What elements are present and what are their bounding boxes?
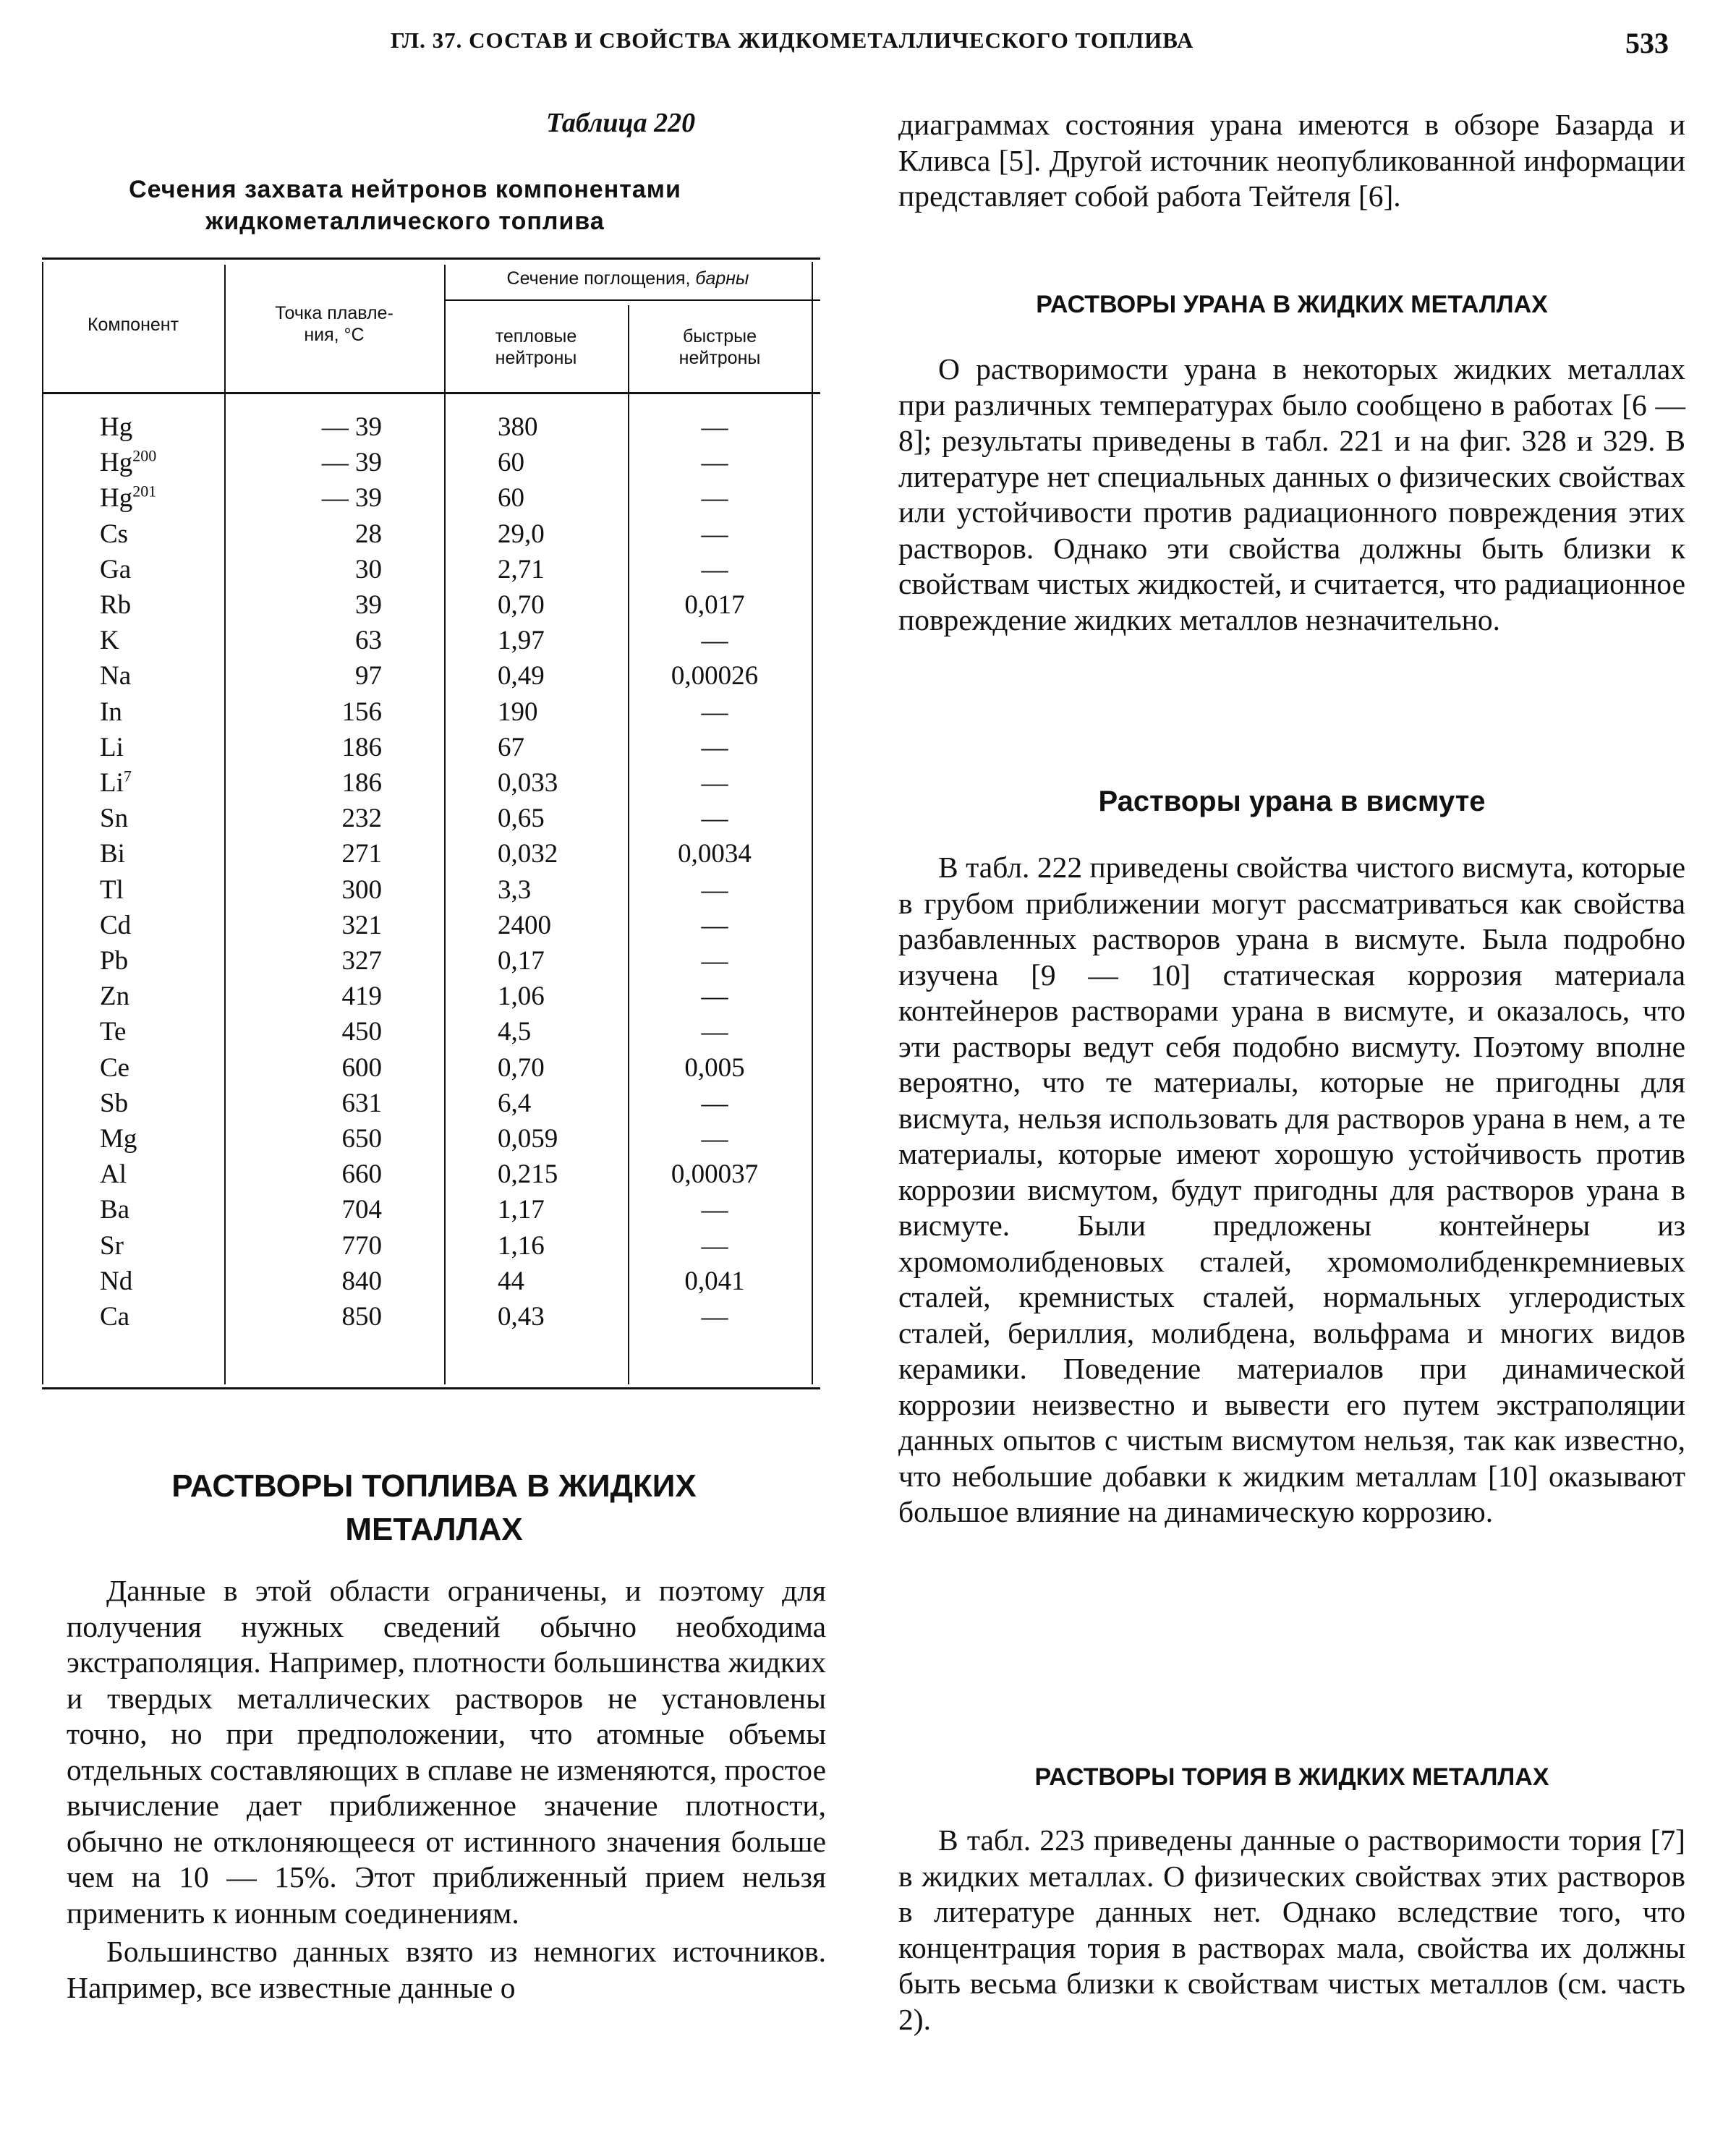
component-cell: Zn [100,982,130,1012]
component-cell: Hg$^{201}$ [100,482,157,514]
fast-cross-section-cell: 0,0034 [678,839,752,869]
thermal-cross-section-cell: 2400 [498,910,551,940]
section-heading-thorium-liquid-metals: РАСТВОРЫ ТОРИЯ В ЖИДКИХ МЕТАЛЛАХ [1034,1763,1549,1791]
melting-point-cell: 704 [341,1195,382,1225]
melting-point-cell: 156 [341,697,382,727]
component-cell: Al [100,1159,127,1190]
melting-point-cell: 840 [341,1266,382,1296]
table-title-line1: Сечения захвата нейтронов компонентами [129,176,681,203]
fast-cross-section-cell: 0,005 [684,1052,745,1083]
component-cell: Ga [100,554,132,584]
col-header-melting-line1: Точка плавле- [275,303,393,323]
component-cell: Li [100,732,124,762]
table-title-line2: жидкометаллического топлива [205,208,605,235]
thermal-cross-section-cell: 190 [498,697,538,727]
component-cell: Sr [100,1230,124,1261]
fast-cross-section-cell: — [701,1017,728,1047]
running-head: ГЛ. 37. СОСТАВ И СВОЙСТВА ЖИДКОМЕТАЛЛИЧЕСКОГО ТОПЛИВА [391,27,1194,53]
table-row [42,979,820,1014]
table-row [42,658,820,694]
component-cell: Ca [100,1302,130,1332]
col-header-fast-line1: быстрые [682,326,757,346]
thermal-cross-section-cell: 29,0 [498,519,545,549]
isotope-superscript: 200 [132,446,157,465]
melting-point-cell: 186 [341,768,382,798]
fast-cross-section-cell: 0,00026 [671,661,759,691]
table-row [42,480,820,516]
thermal-cross-section-cell: 1,16 [498,1230,545,1261]
melting-point-cell: 631 [341,1088,382,1118]
table-row [42,1086,820,1121]
isotope-superscript: 201 [132,482,157,501]
table-row [42,1192,820,1227]
table-row [42,445,820,480]
fast-cross-section-cell: — [701,1302,728,1332]
fast-cross-section-cell: — [701,874,728,905]
thermal-cross-section-cell: 44 [498,1266,524,1296]
uranium-body-text [898,352,1685,638]
fast-cross-section-cell: — [701,554,728,584]
thermal-cross-section-cell: 60 [498,483,524,514]
table-header-rule [42,392,820,394]
left-body-text [67,1573,826,2006]
fast-cross-section-cell: — [701,1088,728,1118]
melting-point-cell: 419 [341,982,382,1012]
melting-point-cell: 327 [341,946,382,976]
table-row [42,943,820,979]
melting-point-cell: 232 [341,804,382,834]
fast-cross-section-cell: — [701,1195,728,1225]
thermal-cross-section-cell: 0,70 [498,590,545,620]
paragraph: В табл. 222 приведены свойства чистого висмута, которые в грубом приближении могут рассматриваться как свойства разбавленных растворов урана в висмуте. Была подробно изучена [9 — 10] статическая коррозия материала контейнеров растворами урана в висмуте, и оказалось, что эти растворы ведут себя подобно висмуту. Поэтому вполне вероятно, что те материалы, которые не пригодны для висмута, нельзя использовать для растворов урана в нем, а те материалы, которые имеют хорошую устойчивость против коррозии висмутом, будут пригодны для растворов урана в висмуте. Были предложены контейнеры из хромомолибденовых сталей, хромомолибденкремниевых сталей, кремнистых сталей, нормальных углеродистых сталей, бериллия, молибдена, вольфрама и многих видов керамики. Поведение материалов при динамической коррозии неизвестно и вывести его путем экстраполяции данных опытов с чистым висмутом нельзя, так как известно, что небольшие добавки к жидким металлам [10] оказывают большое влияние на динамическую коррозию. [898,851,1685,1528]
melting-point-cell: 28 [355,519,382,549]
thermal-cross-section-cell: 0,033 [498,768,558,798]
fast-cross-section-cell: — [701,1230,728,1261]
thermal-cross-section-cell: 0,43 [498,1302,545,1332]
melting-point-cell: 321 [341,910,382,940]
col-header-melting-line2: ния, °C [304,325,365,345]
melting-point-cell: 186 [341,732,382,762]
thermal-cross-section-cell: 60 [498,448,524,478]
fast-cross-section-cell: — [701,946,728,976]
component-cell: Hg$^{200}$ [100,446,157,478]
table-bottom-rule [42,1387,820,1389]
paragraph: О растворимости урана в некоторых жидких металлах при различных температурах было сообщено в работах [6 — 8]; результаты приведены в табл. 221 и на фиг. 328 и 329. В литературе нет специальных данных о физических свойствах или устойчивости против радиационного повреждения этих растворов. Однако эти свойства должны быть близки к свойствам чистых жидкостей, и считается, что радиационное повреждение жидких металлов незначительно. [898,352,1685,636]
section-heading-fuel-solutions [72,1465,796,1551]
section-heading-uranium-liquid-metals: РАСТВОРЫ УРАНА В ЖИДКИХ МЕТАЛЛАХ [1036,291,1548,318]
component-cell: Cd [100,910,132,940]
table-row [42,1121,820,1157]
section-heading-line2: МЕТАЛЛАХ [345,1512,523,1547]
table-row [42,409,820,445]
thermal-cross-section-cell: 3,3 [498,874,532,905]
table-row [42,730,820,765]
melting-point-cell: 600 [341,1052,382,1083]
col-header-fast [628,325,812,369]
component-cell: Mg [100,1124,137,1154]
table-row [42,1157,820,1192]
paragraph: Большинство данных взято из немногих источников. Например, все известные данные о [67,1935,826,2004]
col-header-cross-section-label: Сечение поглощения, [506,268,691,289]
neutron-cross-section-table [42,257,820,1393]
col-header-fast-line2: нейтроны [678,348,761,368]
table-row [42,1014,820,1049]
fast-cross-section-cell: 0,00037 [671,1159,759,1190]
component-cell: Hg [100,412,133,442]
table-row [42,836,820,872]
bismuth-body-text [898,850,1685,1530]
thermal-cross-section-cell: 0,215 [498,1159,558,1190]
table-row [42,516,820,552]
component-cell: Tl [100,874,124,905]
melting-point-cell: 660 [341,1159,382,1190]
thermal-cross-section-cell: 0,17 [498,946,545,976]
melting-point-cell: — 39 [321,483,382,514]
section-heading-line1: РАСТВОРЫ ТОПЛИВА В ЖИДКИХ [171,1468,697,1504]
thermal-cross-section-cell: 2,71 [498,554,545,584]
fast-cross-section-cell: — [701,483,728,514]
thermal-cross-section-cell: 0,032 [498,839,558,869]
melting-point-cell: 63 [355,626,382,656]
section-heading-uranium-bismuth: Растворы урана в висмуте [1098,785,1486,817]
component-cell: Cs [100,519,129,549]
fast-cross-section-cell: — [701,519,728,549]
right-intro-text [898,107,1685,215]
fast-cross-section-cell: 0,017 [684,590,745,620]
table-row [42,1299,820,1334]
table-row [42,1264,820,1299]
component-cell: Na [100,661,132,691]
isotope-superscript: 7 [123,767,132,785]
table-row [42,1228,820,1264]
component-cell: Sn [100,804,129,834]
thermal-cross-section-cell: 67 [498,732,524,762]
fast-cross-section-cell: — [701,804,728,834]
table-label: Таблица 220 [546,108,696,138]
table-row [42,694,820,730]
component-cell: Pb [100,946,129,976]
melting-point-cell: — 39 [321,412,382,442]
melting-point-cell: 271 [341,839,382,869]
table-group-rule [444,299,820,301]
table-row [42,623,820,658]
table-title [43,174,767,237]
table-row [42,872,820,908]
table-row [42,801,820,836]
thermal-cross-section-cell: 0,70 [498,1052,545,1083]
table-row [42,1050,820,1086]
melting-point-cell: 97 [355,661,382,691]
thorium-body-text [898,1823,1685,2038]
col-header-cross-section-unit: барны [695,268,749,289]
fast-cross-section-cell: — [701,910,728,940]
thermal-cross-section-cell: 4,5 [498,1017,532,1047]
melting-point-cell: 39 [355,590,382,620]
fast-cross-section-cell: — [701,768,728,798]
component-cell: Ba [100,1195,130,1225]
component-cell: In [100,697,122,727]
paragraph: В табл. 223 приведены данные о растворимости тория [7] в жидких металлах. О физических свойствах этих растворов в литературе данных нет. Однако вследствие того, что концентрация тория в растворах мала, свойства их должны быть весьма близки к свойствам чистых металлов (см. часть 2). [898,1823,1685,2036]
thermal-cross-section-cell: 1,06 [498,982,545,1012]
thermal-cross-section-cell: 1,17 [498,1195,545,1225]
fast-cross-section-cell: — [701,1124,728,1154]
paragraph: диаграммах состояния урана имеются в обзоре Базарда и Кливса [5]. Другой источник неопубликованной информации представляет собой работа Тейтеля [6]. [898,108,1685,213]
fast-cross-section-cell: — [701,982,728,1012]
paragraph: Данные в этой области ограничены, и поэтому для получения нужных сведений обычно необходима экстраполяция. Например, плотности большинства жидких и твердых металлических растворов не установлены точно, но при предположении, что атомные объемы отдельных составляющих в сплаве не изменяются, простое вычисление дает приближенное значение плотности, обычно не отклоняющееся от истинного значения больше чем на 10 — 15%. Этот приближенный прием нельзя применить к ионным соединениям. [67,1574,826,1930]
component-cell: Te [100,1017,127,1047]
component-cell: Nd [100,1266,133,1296]
thermal-cross-section-cell: 380 [498,412,538,442]
table-top-rule [42,257,820,260]
col-header-cross-section [444,268,812,289]
fast-cross-section-cell: — [701,448,728,478]
col-header-melting-point [224,302,444,346]
melting-point-cell: 850 [341,1302,382,1332]
melting-point-cell: 650 [341,1124,382,1154]
melting-point-cell: — 39 [321,448,382,478]
col-header-component: Компонент [87,315,179,335]
col-header-thermal-line1: тепловые [495,326,577,346]
table-row [42,552,820,587]
melting-point-cell: 770 [341,1230,382,1261]
col-header-thermal-line2: нейтроны [495,348,577,368]
thermal-cross-section-cell: 0,059 [498,1124,558,1154]
thermal-cross-section-cell: 6,4 [498,1088,532,1118]
fast-cross-section-cell: — [701,732,728,762]
fast-cross-section-cell: — [701,626,728,656]
component-cell: Bi [100,839,125,869]
page-number: 533 [1625,27,1669,59]
thermal-cross-section-cell: 0,49 [498,661,545,691]
melting-point-cell: 30 [355,554,382,584]
thermal-cross-section-cell: 0,65 [498,804,545,834]
component-cell: Sb [100,1088,129,1118]
table-row [42,765,820,801]
col-header-thermal [444,325,628,369]
component-cell: Rb [100,590,132,620]
table-row [42,908,820,943]
melting-point-cell: 450 [341,1017,382,1047]
fast-cross-section-cell: 0,041 [684,1266,745,1296]
component-cell: Li$^7$ [100,767,132,798]
fast-cross-section-cell: — [701,412,728,442]
table-row [42,587,820,623]
melting-point-cell: 300 [341,874,382,905]
thermal-cross-section-cell: 1,97 [498,626,545,656]
component-cell: Ce [100,1052,130,1083]
component-cell: K [100,626,119,656]
fast-cross-section-cell: — [701,697,728,727]
